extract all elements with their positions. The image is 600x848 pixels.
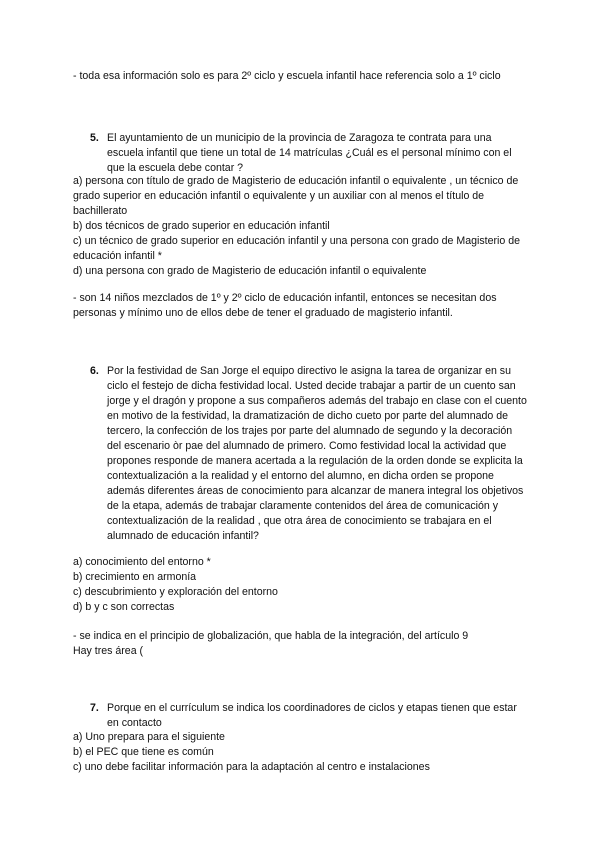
explanation-note-5: - son 14 niños mezclados de 1º y 2º ciclo de educación infantil, entonces se necesitan dos personas y mínimo uno de ellos debe de tener el graduado de magisterio infantil. [73,292,497,319]
answer-options-7 [73,730,538,775]
option-b: b) crecimiento en armonía [73,571,197,583]
question-7 [90,701,528,731]
option-b: b) dos técnicos de grado superior en educación infantil [73,220,330,232]
option-c: c) descubrimiento y exploración del entorno [73,586,278,598]
question-number: 6. [90,365,99,377]
option-d: d) una persona con grado de Magisterio de educación infantil o equivalente [73,265,427,277]
answer-options-5 [73,174,538,279]
option-c: c) un técnico de grado superior en educación infantil y una persona con grado de Magisterio de educación infantil * [73,235,520,262]
question-number: 7. [90,702,99,714]
explanation-note-6 [73,629,538,659]
option-a: a) persona con título de grado de Magisterio de educación infantil o equivalente , un técnico de grado superior en educación infantil o equivalente y un auxiliar con al menos el título de bachillerato [73,175,519,217]
question-6 [90,364,528,544]
option-c: c) uno debe facilitar información para la adaptación al centro e instalaciones [73,761,430,773]
question-number: 5. [90,132,99,144]
question-5 [90,131,528,176]
option-a: a) conocimiento del entorno * [73,556,211,568]
answer-options-6 [73,555,538,615]
note-line: Hay tres área ( [73,645,144,657]
question-text: Porque en el currículum se indica los coordinadores de ciclos y etapas tienen que estar en contacto [107,702,517,729]
note-line: - se indica en el principio de globalización, que habla de la integración, del artículo 9 [73,630,469,642]
option-d: d) b y c son correctas [73,601,175,613]
question-text: Por la festividad de San Jorge el equipo directivo le asigna la tarea de organizar en su ciclo el festejo de dicha festividad local. Usted decide trabajar a partir de un cuento san jorge y el dragón y propone a sus compañeros además del trabajo en clase con el cuento en motivo de la festividad, la dramatización de dicho cueto por parte del alumnado de tercero, la confección de los trajes por parte del alumnado de segundo y la decoración del escenario òr pae del alumnado de primero. Como festividad local la actividad que propones responde de manera acertada a la regulación de la orden donde se explicita la contextualización a la realidad y el entorno del alumno, en dicha orden se propone además diferentes áreas de conocimiento para alcanzar de manera integral los objetivos de la etapa, además de trabajar claramente contenidos del área de comunicación y contextualización de la realidad , que otra área de conocimiento se trabajara en el alumnado de educación infantil? [107,365,527,542]
question-text: El ayuntamiento de un municipio de la provincia de Zaragoza te contrata para una escuela infantil que tiene un total de 14 matrículas ¿Cuál es el personal mínimo con el que la escuela debe contar ? [107,132,512,174]
option-a: a) Uno prepara para el siguiente [73,731,225,743]
intro-note: - toda esa información solo es para 2º ciclo y escuela infantil hace referencia solo a 1º ciclo [73,70,501,82]
option-b: b) el PEC que tiene es común [73,746,214,758]
